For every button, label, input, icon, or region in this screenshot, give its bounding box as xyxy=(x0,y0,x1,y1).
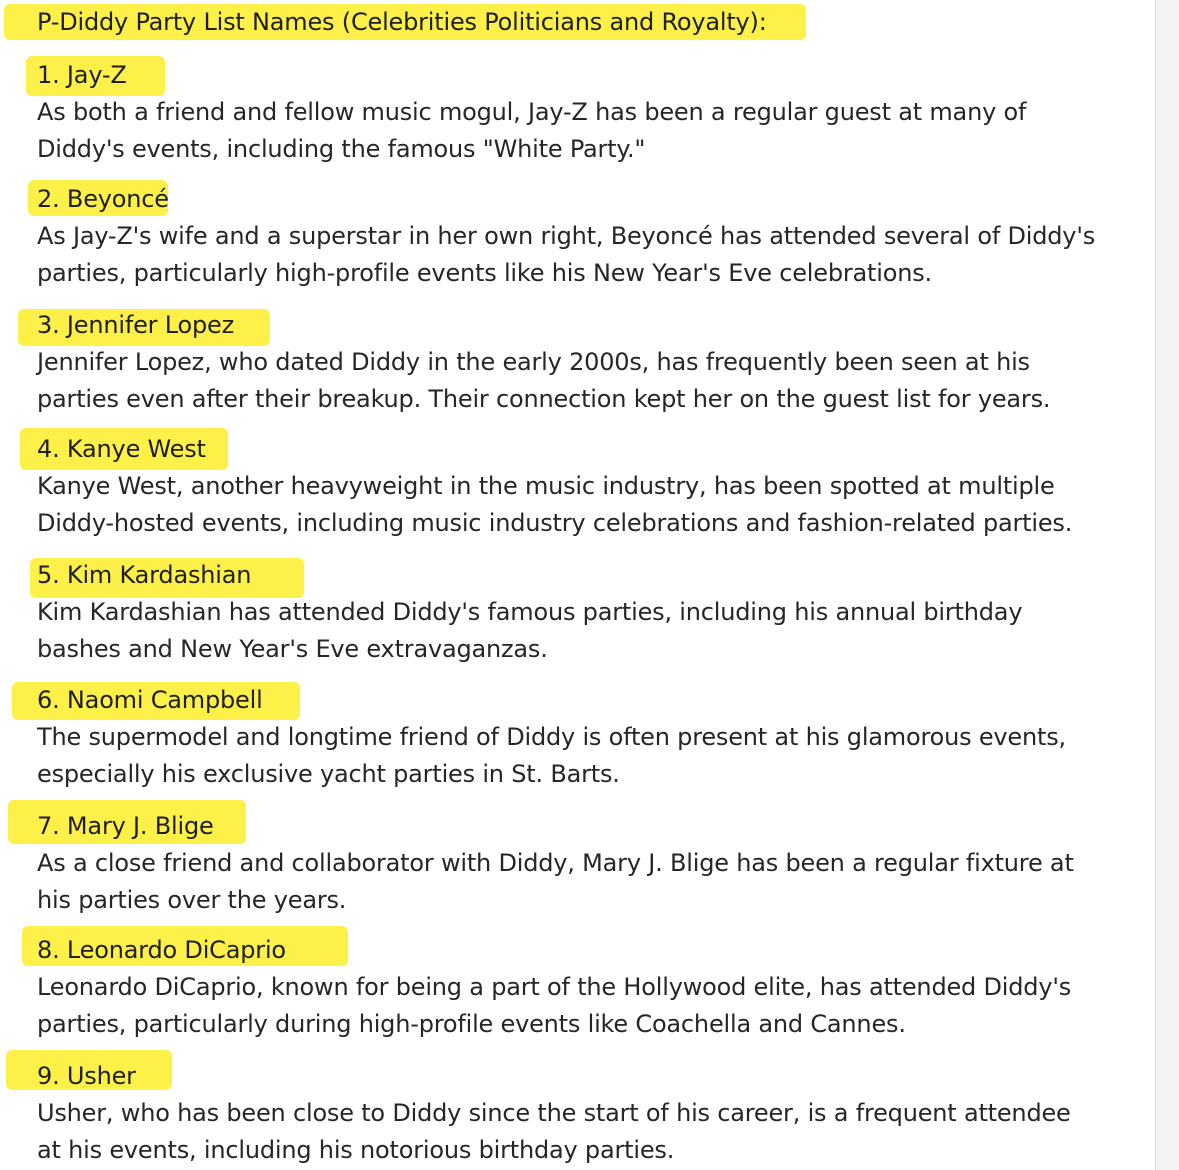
entry-heading: 3. Jennifer Lopez xyxy=(37,311,235,339)
entry-description-line: As both a friend and fellow music mogul, Jay-Z has been a regular guest at many of xyxy=(37,98,1027,126)
entry-description-line: As Jay-Z's wife and a superstar in her own right, Beyoncé has attended several of Diddy's xyxy=(37,222,1096,250)
entry-description-line: parties even after their breakup. Their connection kept her on the guest list for years. xyxy=(37,385,1051,413)
entry-heading: 7. Mary J. Blige xyxy=(37,812,214,840)
entry-description-line: Jennifer Lopez, who dated Diddy in the early 2000s, has frequently been seen at his xyxy=(37,348,1030,376)
entry-description-line: Diddy-hosted events, including music industry celebrations and fashion-related parties. xyxy=(37,509,1073,537)
entry-description-line: parties, particularly high-profile events like his New Year's Eve celebrations. xyxy=(37,259,932,287)
entry-description-line: his parties over the years. xyxy=(37,886,347,914)
entry-heading: 1. Jay-Z xyxy=(37,61,127,89)
window-edge xyxy=(1156,0,1179,1170)
entry-heading: 5. Kim Kardashian xyxy=(37,561,252,589)
entry-description-line: Kim Kardashian has attended Diddy's famous parties, including his annual birthday xyxy=(37,598,1023,626)
entry-description-line: The supermodel and longtime friend of Diddy is often present at his glamorous events, xyxy=(37,723,1066,751)
entry-description-line: As a close friend and collaborator with Diddy, Mary J. Blige has been a regular fixture at xyxy=(37,849,1074,877)
entry-heading: 8. Leonardo DiCaprio xyxy=(37,936,286,964)
entry-description-line: especially his exclusive yacht parties in St. Barts. xyxy=(37,760,620,788)
entry-description-line: Leonardo DiCaprio, known for being a part of the Hollywood elite, has attended Diddy's xyxy=(37,973,1072,1001)
entry-heading: 4. Kanye West xyxy=(37,435,206,463)
entry-heading: 2. Beyoncé xyxy=(37,185,169,213)
entry-heading: 9. Usher xyxy=(37,1062,136,1090)
entry-description-line: Usher, who has been close to Diddy since the start of his career, is a frequent attendee xyxy=(37,1099,1071,1127)
entry-description-line: Kanye West, another heavyweight in the music industry, has been spotted at multiple xyxy=(37,472,1055,500)
entry-description-line: bashes and New Year's Eve extravaganzas. xyxy=(37,635,548,663)
entry-description-line: Diddy's events, including the famous "White Party." xyxy=(37,135,646,163)
document-title: P-Diddy Party List Names (Celebrities Politicians and Royalty): xyxy=(37,8,767,36)
entry-description-line: at his events, including his notorious birthday parties. xyxy=(37,1136,675,1164)
entry-heading: 6. Naomi Campbell xyxy=(37,686,263,714)
entry-description-line: parties, particularly during high-profile events like Coachella and Cannes. xyxy=(37,1010,906,1038)
